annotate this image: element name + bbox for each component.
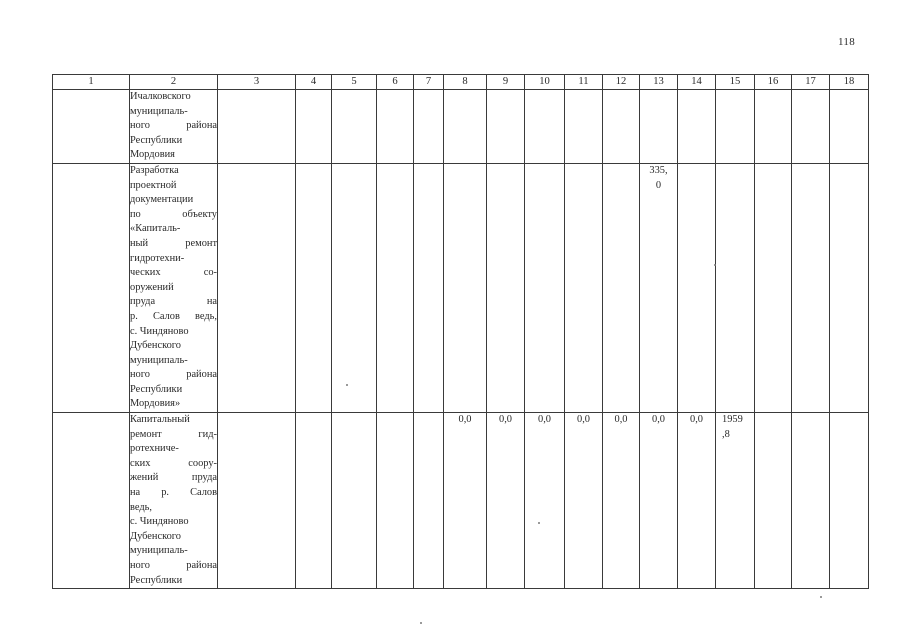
column-number: 4 (296, 75, 332, 90)
table-cell (414, 90, 444, 164)
value-cell-8 (444, 413, 487, 589)
scan-speck (420, 622, 422, 624)
table-cell (444, 90, 487, 164)
column-number: 13 (640, 75, 678, 90)
description-line: Республики (130, 383, 183, 395)
table-cell (444, 163, 487, 412)
cell-value: 0,0 (499, 414, 512, 426)
column-number: 3 (218, 75, 296, 90)
description-line: Дубенского (130, 530, 181, 542)
table-cell (487, 163, 525, 412)
description-line: муниципаль- (130, 354, 188, 366)
description-cell (130, 163, 218, 412)
description-line: ских соору- (130, 457, 217, 469)
table-cell (716, 163, 755, 412)
column-number: 10 (525, 75, 565, 90)
cell-value: 335, 0 (649, 164, 668, 191)
value-cell-12 (603, 413, 640, 589)
description-line: ведь, (130, 501, 152, 513)
table-cell (332, 163, 377, 412)
description-line: ческих со- (130, 267, 217, 279)
description-line: Капитальный (130, 414, 190, 426)
table-cell (603, 90, 640, 164)
data-table (52, 74, 869, 589)
table-cell (755, 90, 792, 164)
table-cell (678, 90, 716, 164)
table-cell (53, 163, 130, 412)
description-line: оружений (130, 281, 174, 293)
column-number: 7 (414, 75, 444, 90)
description-line: «Капиталь- (130, 223, 181, 235)
description-line: Республики (130, 134, 183, 146)
description-line: р. Салов ведь, (130, 310, 217, 322)
table-cell (414, 163, 444, 412)
column-number: 6 (377, 75, 414, 90)
table-cell (53, 90, 130, 164)
scan-speck (714, 264, 716, 266)
description-line: ный ремонт (130, 237, 217, 249)
value-cell-13 (640, 413, 678, 589)
description-line: Разработка (130, 164, 179, 176)
table-cell (377, 90, 414, 164)
table-cell (218, 163, 296, 412)
table-cell (792, 413, 830, 589)
column-number: 12 (603, 75, 640, 90)
description-line: с. Чиндяново (130, 516, 189, 528)
table-cell (377, 413, 414, 589)
table-cell (487, 90, 525, 164)
column-number: 17 (792, 75, 830, 90)
table-cell (296, 90, 332, 164)
description-line: муниципаль- (130, 545, 188, 557)
table-cell (296, 413, 332, 589)
table-cell (830, 90, 869, 164)
table-cell (792, 90, 830, 164)
description-line: Республики (130, 574, 183, 586)
cell-value: 0,0 (652, 414, 665, 426)
description-line: документации (130, 194, 194, 206)
column-number: 2 (130, 75, 218, 90)
scan-speck (346, 384, 348, 386)
table-cell (792, 163, 830, 412)
column-number: 15 (716, 75, 755, 90)
table-row (53, 90, 869, 164)
description-line: с. Чиндяново (130, 325, 189, 337)
column-number: 5 (332, 75, 377, 90)
description-line: на р. Салов (130, 487, 217, 499)
table-row (53, 413, 869, 589)
description-line: Мордовия» (130, 398, 181, 410)
column-number: 9 (487, 75, 525, 90)
table-cell (296, 163, 332, 412)
value-cell-14 (678, 413, 716, 589)
value-cell-9 (487, 413, 525, 589)
table-cell (525, 163, 565, 412)
column-number: 18 (830, 75, 869, 90)
description-line: ного района (130, 120, 217, 132)
description-cell (130, 90, 218, 164)
table-cell (332, 413, 377, 589)
table-cell (53, 413, 130, 589)
description-line: по объекту (130, 208, 217, 220)
table-cell (830, 163, 869, 412)
cell-value: 0,0 (538, 414, 551, 426)
table-cell (716, 90, 755, 164)
column-number-row (53, 75, 869, 90)
table-cell (755, 413, 792, 589)
value-cell-11 (565, 413, 603, 589)
table-cell (830, 413, 869, 589)
column-number: 14 (678, 75, 716, 90)
description-line: пруда на (130, 296, 217, 308)
description-line: муниципаль- (130, 105, 188, 117)
value-cell-10 (525, 413, 565, 589)
description-line: ротехниче- (130, 443, 179, 455)
description-line: проектной (130, 179, 177, 191)
description-line: Ичалковского (130, 91, 191, 102)
cell-value: 0,0 (577, 414, 590, 426)
table-cell (755, 163, 792, 412)
scan-speck (820, 596, 822, 598)
cell-value: 1959 ,8 (722, 414, 743, 440)
table-cell (414, 413, 444, 589)
column-number: 8 (444, 75, 487, 90)
description-line: жений пруда (130, 472, 217, 484)
column-number: 1 (53, 75, 130, 90)
page-number: 118 (838, 36, 855, 48)
table-cell (565, 163, 603, 412)
column-number: 16 (755, 75, 792, 90)
description-line: ного района (130, 560, 217, 571)
table-cell (565, 90, 603, 164)
cell-value: 0,0 (458, 414, 472, 426)
value-cell-15 (716, 413, 755, 589)
table-cell (640, 90, 678, 164)
description-line: ного района (130, 369, 217, 381)
table-cell (332, 90, 377, 164)
table-cell (377, 163, 414, 412)
cell-value: 0,0 (690, 414, 703, 426)
scan-speck (538, 522, 540, 524)
description-line: Дубенского (130, 340, 181, 352)
table-row (53, 163, 869, 412)
column-number: 11 (565, 75, 603, 90)
description-cell (130, 413, 218, 589)
table-cell (603, 163, 640, 412)
value-cell-13 (640, 163, 678, 412)
description-line: Мордовия (130, 149, 175, 161)
description-line: гидротехни- (130, 252, 185, 264)
table-cell (678, 163, 716, 412)
cell-value: 0,0 (614, 414, 628, 426)
description-line: ремонт гид- (130, 428, 217, 440)
table-cell (218, 413, 296, 589)
table-cell (218, 90, 296, 164)
table-cell (525, 90, 565, 164)
